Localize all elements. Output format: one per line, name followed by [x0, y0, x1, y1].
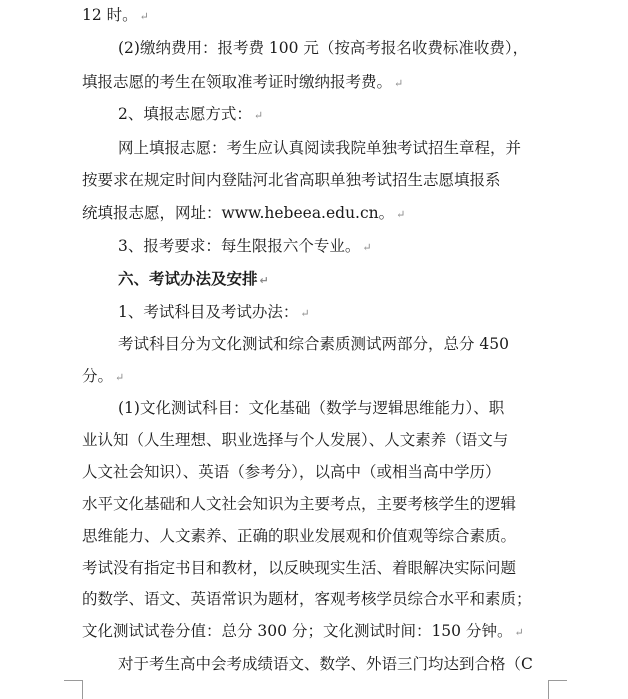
paragraph-mark-icon: ↵: [300, 307, 310, 320]
text-line: 3、报考要求：每生限报六个专业。 ↵: [118, 237, 372, 255]
text-line: 1、考试科目及考试办法： ↵: [118, 303, 310, 321]
text-line: (2)缴纳费用：报考费 100 元（按高考报名收费标准收费），: [118, 39, 529, 57]
text-line: 网上填报志愿：考生应认真阅读我院单独考试招生章程，并: [118, 139, 522, 157]
text-line: (1)文化测试科目：文化基础（数学与逻辑思维能力）、职: [118, 399, 505, 417]
text-line: 2、填报志愿方式： ↵: [118, 105, 264, 123]
text-line: 12 时。 ↵: [82, 6, 149, 24]
text-line: 的数学、语文、英语常识为题材，客观考核学员综合水平和素质；: [82, 590, 532, 608]
text-line: 分。 ↵: [82, 367, 125, 385]
margin-corner-mark: [548, 680, 567, 699]
text-line: 按要求在规定时间内登陆河北省高职单独考试招生志愿填报系: [82, 171, 501, 189]
section-heading: 六、考试办法及安排 ↵: [118, 270, 269, 288]
text-line: 考试没有指定书目和教材，以反映现实生活、着眼解决实际问题: [82, 559, 517, 577]
margin-corner-mark: [64, 680, 83, 699]
text-line: 考试科目分为文化测试和综合素质测试两部分，总分 450: [118, 335, 510, 353]
paragraph-mark-icon: ↵: [253, 109, 264, 122]
paragraph-mark-icon: ↵: [115, 371, 125, 384]
text-line: 思维能力、人文素养、正确的职业发展观和价值观等综合素质。: [82, 527, 517, 545]
paragraph-mark-icon: ↵: [139, 10, 149, 23]
paragraph-mark-icon: ↵: [362, 241, 372, 254]
text-line: 水平文化基础和人文社会知识为主要考点，主要考核学生的逻辑: [82, 495, 517, 513]
text-line: 对于考生高中会考成绩语文、数学、外语三门均达到合格（C: [118, 655, 533, 673]
text-line: 填报志愿的考生在领取准考证时缴纳报考费。 ↵: [82, 73, 404, 91]
paragraph-mark-icon: ↵: [394, 77, 404, 90]
paragraph-mark-icon: ↵: [396, 208, 406, 221]
paragraph-mark-icon: ↵: [514, 626, 524, 639]
text-line: 文化测试试卷分值：总分 300 分；文化测试时间：150 分钟。 ↵: [82, 622, 524, 640]
text-line: 业认知（人生理想、职业选择与个人发展）、人文素养（语文与: [82, 431, 509, 449]
paragraph-mark-icon: ↵: [259, 274, 269, 287]
text-line: 统填报志愿，网址：www.hebeea.edu.cn。 ↵: [82, 204, 406, 222]
text-line: 人文社会知识）、英语（参考分），以高中（或相当高中学历）: [82, 463, 501, 481]
